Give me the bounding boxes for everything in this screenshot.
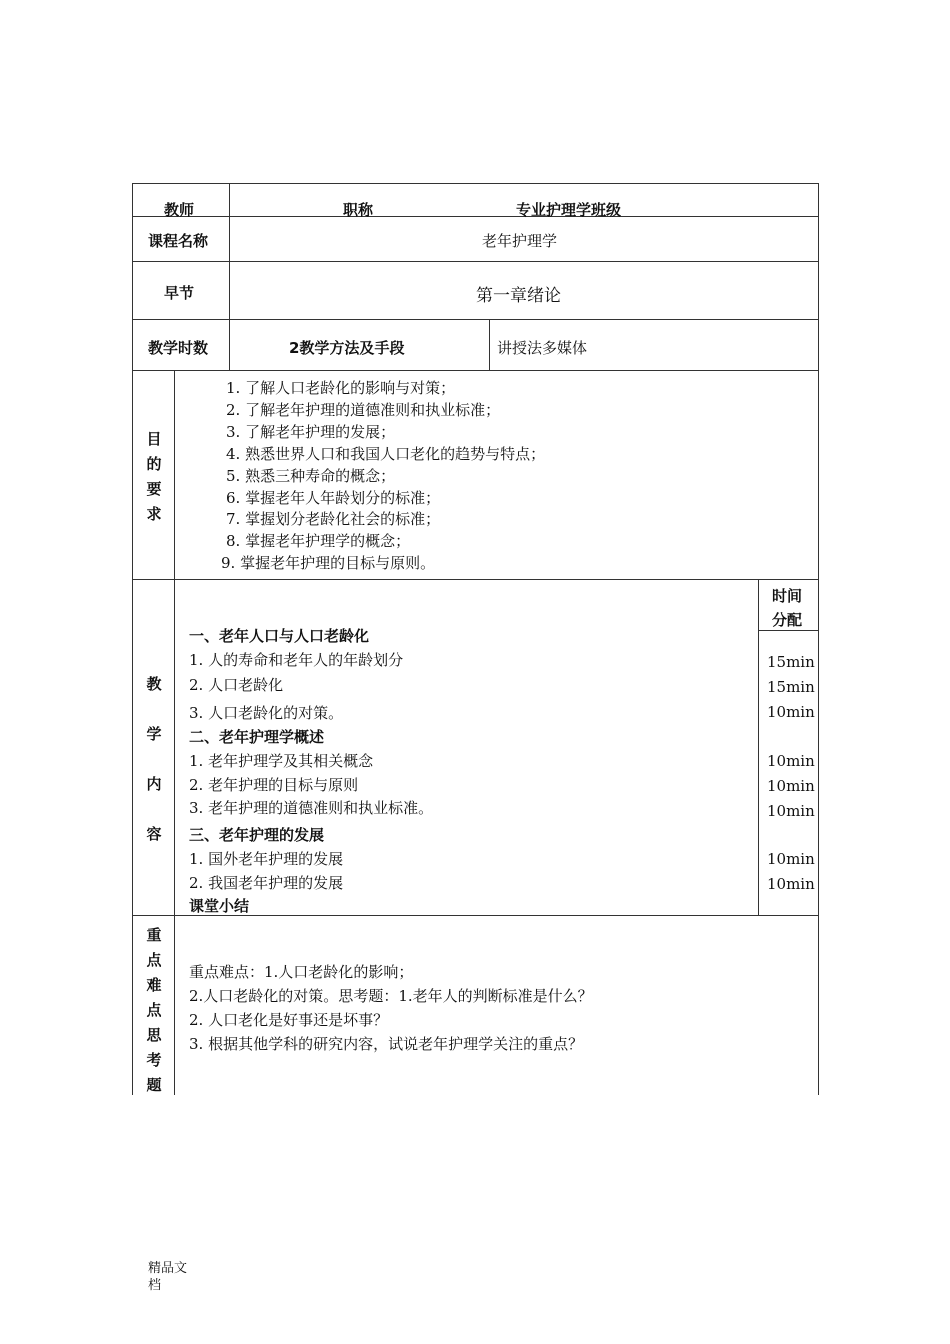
time-value: 10min (767, 850, 815, 868)
table-border-top (132, 183, 818, 184)
key-points-line: 3. 根据其他学科的研究内容，试说老年护理学关注的重点？ (189, 1035, 584, 1053)
content-item: 3. 人口老龄化的对策。 (189, 704, 344, 722)
column-divider (489, 319, 490, 370)
row-divider (132, 579, 818, 580)
time-header: 分配 (772, 611, 803, 629)
content-item: 2. 老年护理的目标与原则 (189, 776, 359, 794)
objective-item: 9. 掌握老年护理的目标与原则。 (221, 554, 436, 572)
row-divider (132, 370, 818, 371)
column-divider (758, 579, 759, 915)
row-divider (132, 261, 818, 262)
objective-item: 1. 了解人口老龄化的影响与对策； (226, 379, 456, 397)
content-item: 1. 人的寿命和老年人的年龄划分 (189, 651, 404, 669)
chapter-label: 早节 (164, 284, 195, 302)
time-value: 10min (767, 777, 815, 795)
key-points-line: 重点难点：1.人口老龄化的影响； (189, 963, 414, 981)
table-border-left (132, 183, 133, 1095)
hours-label: 教学时数 (148, 339, 209, 357)
footer-watermark: 档 (148, 1278, 162, 1293)
content-item: 2. 我国老年护理的发展 (189, 874, 344, 892)
objective-item: 8. 掌握老年护理学的概念； (226, 532, 411, 550)
key-points-label: 重 点 难 点 思 考 题 (146, 926, 162, 1094)
objective-item: 6. 掌握老年人年龄划分的标准； (226, 489, 441, 507)
column-divider (174, 370, 175, 1095)
time-value: 10min (767, 752, 815, 770)
row-divider (132, 319, 818, 320)
row-divider (132, 216, 818, 217)
content-item: 3. 老年护理的道德准则和执业标准。 (189, 799, 434, 817)
objective-item: 5. 熟悉三种寿命的概念； (226, 467, 396, 485)
section-title: 一、老年人口与人口老龄化 (189, 627, 370, 645)
content-item: 1. 老年护理学及其相关概念 (189, 752, 374, 770)
time-value: 10min (767, 875, 815, 893)
objectives-label: 目 的 要 求 (146, 430, 162, 523)
key-points-line: 2. 人口老化是好事还是坏事？ (189, 1011, 389, 1029)
course-label: 课程名称 (148, 232, 209, 250)
objective-item: 4. 熟悉世界人口和我国人口老化的趋势与特点； (226, 445, 546, 463)
time-header: 时间 (772, 587, 803, 605)
title-label: 职称 (343, 201, 374, 219)
time-header-divider (758, 630, 818, 631)
content-item: 1. 国外老年护理的发展 (189, 850, 344, 868)
time-value: 15min (767, 678, 815, 696)
table-border-right (818, 183, 819, 1095)
major-class-label: 专业护理学班级 (516, 201, 622, 219)
time-value: 10min (767, 703, 815, 721)
chapter-name: 第一章绪论 (476, 286, 561, 306)
time-value: 15min (767, 653, 815, 671)
section-title: 二、老年护理学概述 (189, 728, 325, 746)
objective-item: 2. 了解老年护理的道德准则和执业标准； (226, 401, 501, 419)
hours-method-label: 2教学方法及手段 (289, 339, 405, 357)
section-title: 三、老年护理的发展 (189, 826, 325, 844)
content-item: 2. 人口老龄化 (189, 676, 284, 694)
teacher-label: 教师 (164, 201, 195, 219)
column-divider (229, 183, 230, 370)
time-value: 10min (767, 802, 815, 820)
course-name: 老年护理学 (482, 232, 558, 250)
teaching-method: 讲授法多媒体 (497, 339, 588, 357)
class-summary: 课堂小结 (189, 897, 250, 915)
objective-item: 7. 掌握划分老龄化社会的标准； (226, 510, 441, 528)
objective-item: 3. 了解老年护理的发展； (226, 423, 396, 441)
content-label: 教 学 内 容 (146, 675, 162, 843)
footer-watermark: 精品文 (148, 1261, 188, 1276)
key-points-line: 2.人口老龄化的对策。思考题：1.老年人的判断标准是什么？ (189, 987, 593, 1005)
